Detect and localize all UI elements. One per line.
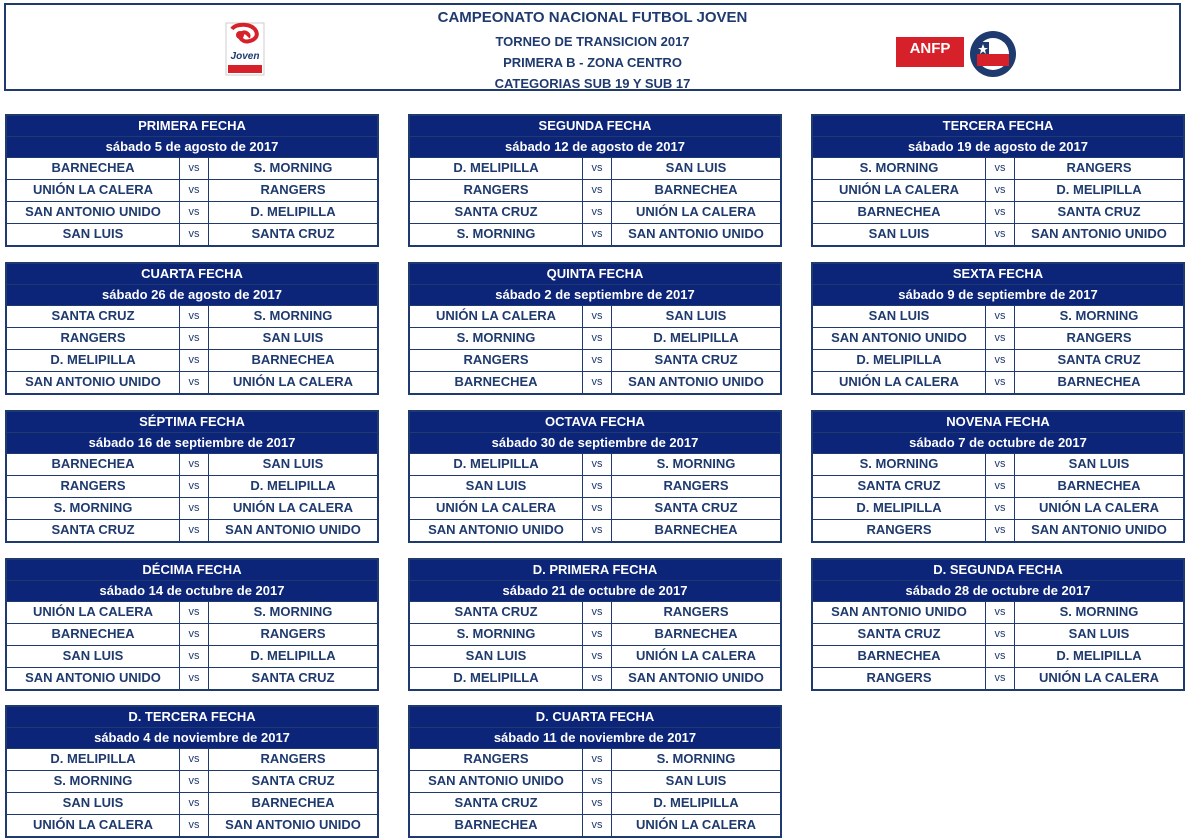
vs-label: vs [986, 602, 1015, 623]
vs-label: vs [583, 372, 612, 393]
fixture-title: D. CUARTA FECHA [535, 709, 655, 724]
match-row [813, 667, 1183, 689]
away-team: SANTA CRUZ [654, 352, 738, 367]
away-team: UNIÓN LA CALERA [635, 648, 757, 663]
fixture-title: SÉPTIMA FECHA [139, 414, 245, 429]
home-team: SAN ANTONIO UNIDO [410, 520, 583, 541]
home-team: D. MELIPILLA [7, 749, 180, 770]
match-row [410, 519, 780, 541]
match-row [410, 201, 780, 223]
away-team: SANTA CRUZ [251, 670, 335, 685]
match-row [410, 223, 780, 245]
away-team: SANTA CRUZ [1057, 204, 1141, 219]
fixture-title: NOVENA FECHA [946, 414, 1050, 429]
home-team: BARNECHEA [813, 202, 986, 223]
vs-label: vs [180, 158, 209, 179]
home-team: D. MELIPILLA [7, 350, 180, 371]
away-team: UNIÓN LA CALERA [232, 374, 354, 389]
home-team: SANTA CRUZ [813, 476, 986, 497]
page-header [4, 3, 1181, 91]
home-team: SANTA CRUZ [7, 520, 180, 541]
away-team: D. MELIPILLA [250, 648, 336, 663]
fixture-table [5, 410, 379, 543]
home-team: RANGERS [813, 668, 986, 689]
vs-label: vs [180, 793, 209, 814]
fixture-header [7, 560, 377, 601]
away-team: BARNECHEA [654, 182, 738, 197]
away-team: UNIÓN LA CALERA [232, 500, 354, 515]
away-team: S. MORNING [253, 160, 333, 175]
home-team: S. MORNING [7, 771, 180, 792]
away-team: D. MELIPILLA [250, 478, 336, 493]
home-team: BARNECHEA [7, 454, 180, 475]
vs-label: vs [986, 158, 1015, 179]
fixture-table [811, 558, 1185, 691]
home-team: SAN ANTONIO UNIDO [410, 771, 583, 792]
fixture-header [410, 412, 780, 453]
vs-label: vs [986, 224, 1015, 245]
match-row [410, 623, 780, 645]
away-team: UNIÓN LA CALERA [635, 817, 757, 832]
match-row [7, 157, 377, 179]
home-team: BARNECHEA [813, 646, 986, 667]
home-team: SAN LUIS [7, 224, 180, 245]
fixture-table [5, 114, 379, 247]
fixture-title: DÉCIMA FECHA [142, 562, 242, 577]
fixture-date: sábado 19 de agosto de 2017 [813, 136, 1183, 157]
vs-label: vs [583, 224, 612, 245]
match-row [7, 814, 377, 836]
match-row [7, 327, 377, 349]
home-team: S. MORNING [7, 498, 180, 519]
vs-label: vs [180, 372, 209, 393]
home-team: UNIÓN LA CALERA [7, 602, 180, 623]
home-team: UNIÓN LA CALERA [410, 306, 583, 327]
fixture-table [408, 114, 782, 247]
fixture-table [811, 114, 1185, 247]
away-team: RANGERS [260, 626, 326, 641]
home-team: D. MELIPILLA [410, 668, 583, 689]
match-row [813, 371, 1183, 393]
match-row [7, 792, 377, 814]
home-team: SAN ANTONIO UNIDO [7, 372, 180, 393]
vs-label: vs [180, 306, 209, 327]
away-team: RANGERS [1066, 330, 1132, 345]
match-row [813, 645, 1183, 667]
vs-label: vs [986, 668, 1015, 689]
fixture-header [7, 264, 377, 305]
fixture-date: sábado 7 de octubre de 2017 [813, 432, 1183, 453]
fixture-header [813, 116, 1183, 157]
match-row [410, 475, 780, 497]
away-team: SAN LUIS [665, 773, 727, 788]
home-team: SAN LUIS [410, 646, 583, 667]
match-row [7, 453, 377, 475]
away-team: BARNECHEA [654, 522, 738, 537]
away-team: D. MELIPILLA [653, 330, 739, 345]
fixture-header [7, 707, 377, 748]
match-row [813, 179, 1183, 201]
home-team: BARNECHEA [410, 372, 583, 393]
away-team: SAN LUIS [665, 308, 727, 323]
match-row [410, 157, 780, 179]
away-team: SAN LUIS [1068, 456, 1130, 471]
fixture-date: sábado 26 de agosto de 2017 [7, 284, 377, 305]
match-row [410, 179, 780, 201]
home-team: UNIÓN LA CALERA [410, 498, 583, 519]
vs-label: vs [583, 815, 612, 836]
vs-label: vs [583, 602, 612, 623]
home-team: S. MORNING [410, 328, 583, 349]
match-row [7, 371, 377, 393]
vs-label: vs [180, 224, 209, 245]
fixture-date: sábado 16 de septiembre de 2017 [7, 432, 377, 453]
fixture-header [813, 560, 1183, 601]
vs-label: vs [986, 498, 1015, 519]
fixture-table [811, 410, 1185, 543]
match-row [7, 601, 377, 623]
match-row [7, 748, 377, 770]
fixture-header [410, 116, 780, 157]
vs-label: vs [583, 180, 612, 201]
fixture-table [408, 410, 782, 543]
away-team: SAN LUIS [665, 160, 727, 175]
match-row [410, 453, 780, 475]
match-row [7, 179, 377, 201]
away-team: UNIÓN LA CALERA [1038, 670, 1160, 685]
away-team: SAN ANTONIO UNIDO [225, 522, 361, 537]
away-team: SAN LUIS [262, 330, 324, 345]
fixture-date: sábado 30 de septiembre de 2017 [410, 432, 780, 453]
vs-label: vs [180, 771, 209, 792]
vs-label: vs [986, 180, 1015, 201]
away-team: D. MELIPILLA [250, 204, 336, 219]
fixture-date: sábado 5 de agosto de 2017 [7, 136, 377, 157]
away-team: S. MORNING [1059, 308, 1139, 323]
home-team: SANTA CRUZ [7, 306, 180, 327]
header-line-2: TORNEO DE TRANSICION 2017 [495, 34, 690, 49]
away-team: UNIÓN LA CALERA [635, 204, 757, 219]
home-team: SANTA CRUZ [410, 202, 583, 223]
fixture-table [5, 705, 379, 838]
vs-label: vs [583, 668, 612, 689]
vs-label: vs [583, 498, 612, 519]
away-team: D. MELIPILLA [1056, 182, 1142, 197]
away-team: SANTA CRUZ [654, 500, 738, 515]
match-row [813, 475, 1183, 497]
away-team: RANGERS [260, 751, 326, 766]
vs-label: vs [583, 624, 612, 645]
joven-logo-text: Joven [230, 51, 260, 62]
away-team: SAN ANTONIO UNIDO [628, 374, 764, 389]
vs-label: vs [986, 306, 1015, 327]
match-row [7, 349, 377, 371]
home-team: D. MELIPILLA [813, 498, 986, 519]
away-team: SAN LUIS [1068, 626, 1130, 641]
away-team: SANTA CRUZ [251, 226, 335, 241]
anfp-logo-icon [896, 27, 1026, 79]
home-team: S. MORNING [813, 158, 986, 179]
fixture-title: SEXTA FECHA [952, 266, 1044, 281]
match-row [410, 667, 780, 689]
away-team: D. MELIPILLA [653, 795, 739, 810]
away-team: SANTA CRUZ [1057, 352, 1141, 367]
match-row [410, 792, 780, 814]
vs-label: vs [180, 498, 209, 519]
fixture-title: D. PRIMERA FECHA [532, 562, 658, 577]
match-row [7, 475, 377, 497]
fixture-title: D. SEGUNDA FECHA [933, 562, 1063, 577]
vs-label: vs [583, 749, 612, 770]
vs-label: vs [180, 646, 209, 667]
match-row [7, 623, 377, 645]
home-team: UNIÓN LA CALERA [813, 180, 986, 201]
fixture-title: PRIMERA FECHA [138, 118, 246, 133]
fixture-table [811, 262, 1185, 395]
fixture-title: TERCERA FECHA [942, 118, 1054, 133]
vs-label: vs [986, 350, 1015, 371]
vs-label: vs [986, 328, 1015, 349]
vs-label: vs [180, 202, 209, 223]
vs-label: vs [180, 624, 209, 645]
home-team: RANGERS [410, 350, 583, 371]
match-row [813, 623, 1183, 645]
home-team: S. MORNING [410, 624, 583, 645]
home-team: SANTA CRUZ [410, 602, 583, 623]
vs-label: vs [583, 476, 612, 497]
home-team: SAN ANTONIO UNIDO [813, 328, 986, 349]
vs-label: vs [583, 158, 612, 179]
home-team: SAN ANTONIO UNIDO [813, 602, 986, 623]
vs-label: vs [583, 350, 612, 371]
fixture-date: sábado 21 de octubre de 2017 [410, 580, 780, 601]
home-team: BARNECHEA [410, 815, 583, 836]
home-team: SAN ANTONIO UNIDO [7, 202, 180, 223]
vs-label: vs [986, 520, 1015, 541]
home-team: SAN LUIS [813, 306, 986, 327]
home-team: D. MELIPILLA [813, 350, 986, 371]
home-team: S. MORNING [813, 454, 986, 475]
away-team: S. MORNING [656, 751, 736, 766]
vs-label: vs [180, 350, 209, 371]
match-row [7, 497, 377, 519]
home-team: RANGERS [7, 328, 180, 349]
vs-label: vs [583, 793, 612, 814]
match-row [410, 601, 780, 623]
away-team: SAN ANTONIO UNIDO [628, 670, 764, 685]
fixture-table [408, 705, 782, 838]
vs-label: vs [180, 602, 209, 623]
home-team: D. MELIPILLA [410, 158, 583, 179]
match-row [7, 667, 377, 689]
fixture-date: sábado 11 de noviembre de 2017 [410, 727, 780, 748]
match-row [813, 601, 1183, 623]
vs-label: vs [180, 328, 209, 349]
away-team: BARNECHEA [1057, 478, 1141, 493]
match-row [813, 497, 1183, 519]
header-line-1: CAMPEONATO NACIONAL FUTBOL JOVEN [437, 9, 748, 26]
home-team: BARNECHEA [7, 158, 180, 179]
away-team: S. MORNING [656, 456, 736, 471]
anfp-logo-text: ANFP [896, 37, 964, 67]
fixture-title: SEGUNDA FECHA [538, 118, 652, 133]
match-row [813, 327, 1183, 349]
match-row [410, 349, 780, 371]
away-team: BARNECHEA [251, 795, 335, 810]
away-team: S. MORNING [1059, 604, 1139, 619]
home-team: RANGERS [410, 749, 583, 770]
vs-label: vs [180, 180, 209, 201]
vs-label: vs [180, 520, 209, 541]
home-team: SAN LUIS [410, 476, 583, 497]
home-team: BARNECHEA [7, 624, 180, 645]
match-row [813, 349, 1183, 371]
vs-label: vs [180, 476, 209, 497]
away-team: RANGERS [663, 478, 729, 493]
fixture-date: sábado 28 de octubre de 2017 [813, 580, 1183, 601]
match-row [813, 157, 1183, 179]
match-row [813, 305, 1183, 327]
match-row [813, 519, 1183, 541]
match-row [410, 305, 780, 327]
fixture-header [410, 707, 780, 748]
home-team: RANGERS [7, 476, 180, 497]
away-team: SAN ANTONIO UNIDO [1031, 226, 1167, 241]
away-team: S. MORNING [253, 308, 333, 323]
vs-label: vs [583, 454, 612, 475]
away-team: BARNECHEA [1057, 374, 1141, 389]
away-team: RANGERS [1066, 160, 1132, 175]
match-row [410, 814, 780, 836]
home-team: SAN ANTONIO UNIDO [7, 668, 180, 689]
match-row [410, 645, 780, 667]
vs-label: vs [180, 454, 209, 475]
match-row [813, 201, 1183, 223]
vs-label: vs [986, 476, 1015, 497]
home-team: SAN LUIS [7, 646, 180, 667]
away-team: UNIÓN LA CALERA [1038, 500, 1160, 515]
match-row [410, 497, 780, 519]
away-team: SAN ANTONIO UNIDO [1031, 522, 1167, 537]
away-team: BARNECHEA [251, 352, 335, 367]
vs-label: vs [986, 624, 1015, 645]
fixture-table [5, 558, 379, 691]
vs-label: vs [180, 749, 209, 770]
away-team: SANTA CRUZ [251, 773, 335, 788]
match-row [410, 770, 780, 792]
fixture-title: QUINTA FECHA [546, 266, 644, 281]
fixture-title: CUARTA FECHA [141, 266, 243, 281]
away-team: SAN ANTONIO UNIDO [628, 226, 764, 241]
header-line-3: PRIMERA B - ZONA CENTRO [503, 55, 682, 70]
vs-label: vs [986, 646, 1015, 667]
away-team: SAN LUIS [262, 456, 324, 471]
match-row [410, 371, 780, 393]
match-row [813, 223, 1183, 245]
away-team: S. MORNING [253, 604, 333, 619]
home-team: SANTA CRUZ [813, 624, 986, 645]
vs-label: vs [583, 202, 612, 223]
match-row [410, 327, 780, 349]
vs-label: vs [180, 815, 209, 836]
fixture-table [5, 262, 379, 395]
vs-label: vs [583, 771, 612, 792]
match-row [7, 223, 377, 245]
match-row [7, 645, 377, 667]
home-team: RANGERS [813, 520, 986, 541]
header-line-4: CATEGORIAS SUB 19 Y SUB 17 [494, 76, 691, 91]
fixture-date: sábado 2 de septiembre de 2017 [410, 284, 780, 305]
home-team: UNIÓN LA CALERA [813, 372, 986, 393]
home-team: UNIÓN LA CALERA [7, 180, 180, 201]
home-team: D. MELIPILLA [410, 454, 583, 475]
match-row [7, 519, 377, 541]
away-team: D. MELIPILLA [1056, 648, 1142, 663]
match-row [7, 305, 377, 327]
away-team: SAN ANTONIO UNIDO [225, 817, 361, 832]
fixture-date: sábado 4 de noviembre de 2017 [7, 727, 377, 748]
vs-label: vs [986, 372, 1015, 393]
fixture-header [7, 412, 377, 453]
vs-label: vs [180, 668, 209, 689]
vs-label: vs [583, 328, 612, 349]
vs-label: vs [583, 646, 612, 667]
fixture-header [813, 264, 1183, 305]
vs-label: vs [583, 306, 612, 327]
vs-label: vs [986, 202, 1015, 223]
match-row [813, 453, 1183, 475]
home-team: S. MORNING [410, 224, 583, 245]
away-team: RANGERS [663, 604, 729, 619]
home-team: SAN LUIS [7, 793, 180, 814]
away-team: BARNECHEA [654, 626, 738, 641]
match-row [7, 201, 377, 223]
home-team: SANTA CRUZ [410, 793, 583, 814]
fixture-header [410, 560, 780, 601]
fixture-title: D. TERCERA FECHA [128, 709, 256, 724]
home-team: UNIÓN LA CALERA [7, 815, 180, 836]
fixture-table [408, 262, 782, 395]
fixture-header [813, 412, 1183, 453]
match-row [410, 748, 780, 770]
home-team: RANGERS [410, 180, 583, 201]
match-row [7, 770, 377, 792]
away-team: RANGERS [260, 182, 326, 197]
fixture-date: sábado 9 de septiembre de 2017 [813, 284, 1183, 305]
fixture-date: sábado 12 de agosto de 2017 [410, 136, 780, 157]
vs-label: vs [986, 454, 1015, 475]
fixture-header [410, 264, 780, 305]
vs-label: vs [583, 520, 612, 541]
fixture-table [408, 558, 782, 691]
fixture-header [7, 116, 377, 157]
fixture-title: OCTAVA FECHA [545, 414, 645, 429]
fixture-date: sábado 14 de octubre de 2017 [7, 580, 377, 601]
home-team: SAN LUIS [813, 224, 986, 245]
